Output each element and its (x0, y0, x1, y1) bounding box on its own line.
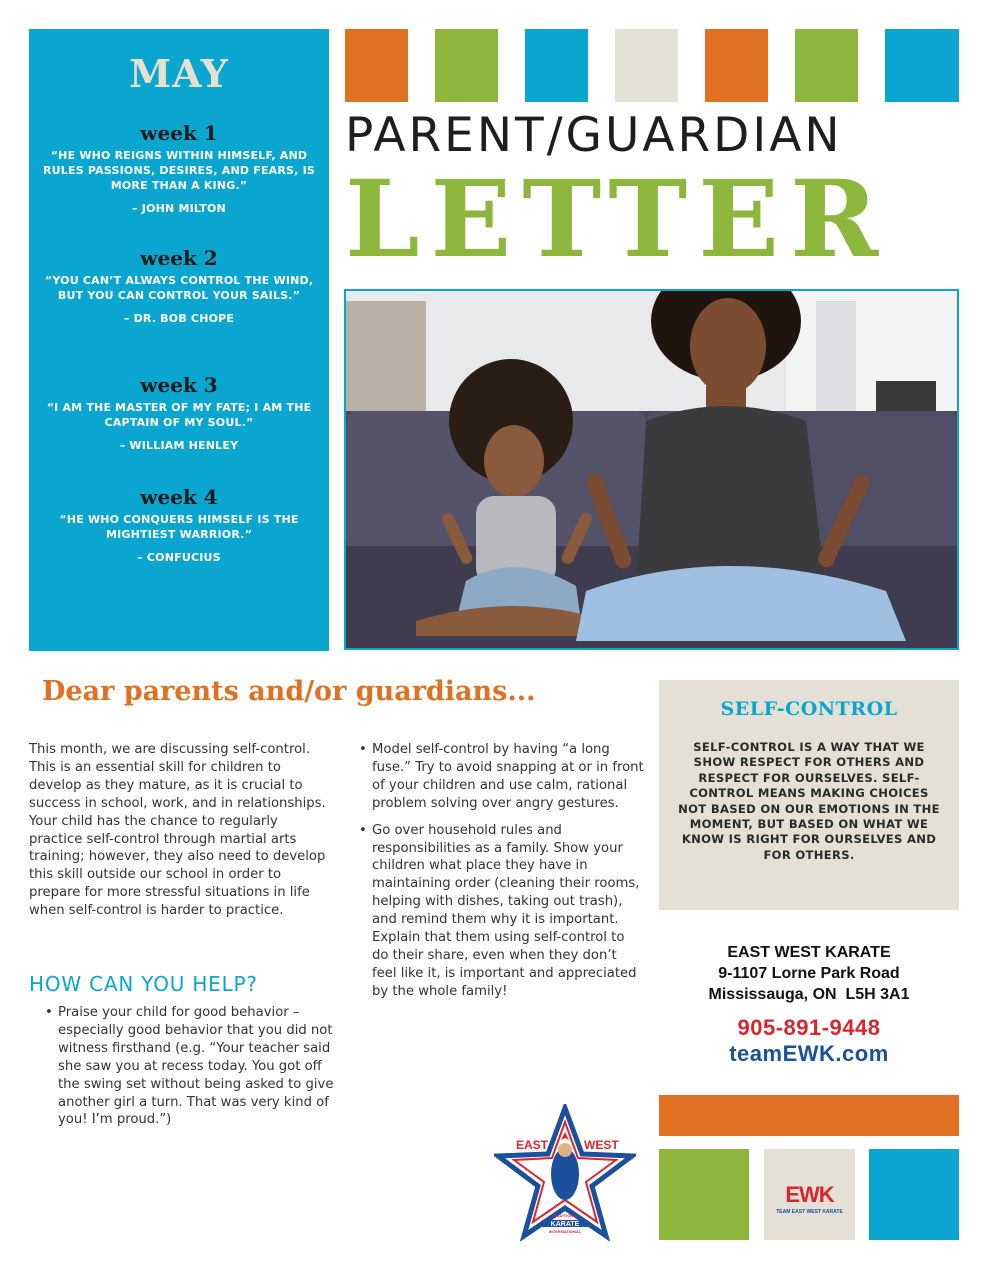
week-author: – DR. BOB CHOPE (123, 312, 235, 325)
week-author: – CONFUCIUS (137, 551, 221, 564)
decor-block-green (659, 1149, 749, 1240)
logo-text-international: INTERNATIONAL (548, 1229, 582, 1234)
logo-text-karate: KARATE (550, 1221, 580, 1228)
decor-square-orange (705, 29, 768, 102)
week-title: week 2 (140, 246, 218, 270)
help-list-middle (356, 741, 644, 1010)
meditation-photo (344, 289, 959, 650)
address-line-1: 9-1107 Lorne Park Road (718, 965, 900, 982)
help-list-left (42, 1004, 342, 1138)
intro-paragraph: This month, we are discussing self-control. This is an essential skill for children to develop as they mature, as it is crucial to success in school, work, and in relationships. Your child has the chance to regularly practice self-control through martial arts training; however, they also need to develop this skill outside our school in order to prepare for more stressful situations in life when self-control is harder to practice. (29, 742, 326, 919)
phone-number[interactable]: 905-891-9448 (737, 1015, 881, 1040)
decor-block-blue (869, 1149, 959, 1240)
week-2-block (39, 246, 319, 325)
month-title: MAY (129, 51, 229, 96)
school-name: EAST WEST KARATE (727, 944, 891, 961)
list-item: • Model self-control by having “a long fuse.” Try to avoid snapping at or in front of your children and use calm, rational problem solving over angry gestures. (356, 741, 644, 813)
page-title-line1: PARENT/GUARDIAN (345, 108, 843, 163)
week-4-block (39, 485, 319, 564)
monthly-quotes-panel (29, 29, 329, 651)
week-title: week 4 (140, 485, 218, 509)
decor-square-blue (525, 29, 588, 102)
decor-square-green (795, 29, 858, 102)
decor-square-blue (885, 29, 959, 102)
decor-square-green (435, 29, 498, 102)
decor-bar-orange (659, 1095, 959, 1136)
week-1-block (39, 121, 319, 215)
help-heading: HOW CAN YOU HELP? (29, 972, 258, 996)
logo-text-west: WEST (584, 1138, 619, 1152)
week-author: – WILLIAM HENLEY (119, 439, 239, 452)
week-title: week 1 (140, 121, 218, 145)
week-3-block (39, 373, 319, 452)
address-line-2: Mississauga, ON L5H 3A1 (708, 986, 910, 1003)
week-quote: “HE WHO REIGNS WITHIN HIMSELF, AND RULES PASSIONS, DESIRES, AND FEARS, IS MORE THAN A KING.” (43, 149, 315, 192)
ewk-logo-text: EWK (785, 1182, 834, 1207)
self-control-title: SELF-CONTROL (720, 698, 898, 720)
week-quote: “HE WHO CONQUERS HIMSELF IS THE MIGHTIEST WARRIOR.” (59, 513, 299, 541)
self-control-text: SELF-CONTROL IS A WAY THAT WE SHOW RESPECT FOR OTHERS AND RESPECT FOR OURSELVES. SELF-CONTROL MEANS MAKING CHOICES NOT BASED ON OUR EMOTIONS IN THE MOMENT, BUT BASED ON WHAT WE KNOW IS RIGHT FOR OURSELVES AND FOR OTHERS. (678, 740, 940, 862)
logo-text-east: EAST (516, 1138, 549, 1152)
ewk-logo-tagline: TEAM EAST WEST KARATE (776, 1209, 843, 1215)
logo-text-traditional: TRADITIONAL (551, 1213, 579, 1218)
decor-square-orange (345, 29, 408, 102)
contact-block (659, 942, 959, 1067)
decor-square-beige (615, 29, 678, 102)
letter-greeting: Dear parents and/or guardians... (42, 676, 536, 707)
week-quote: “YOU CAN’T ALWAYS CONTROL THE WIND, BUT YOU CAN CONTROL YOUR SAILS.” (44, 274, 314, 302)
website-link[interactable]: teamEWK.com (729, 1041, 889, 1066)
east-west-karate-star-logo (494, 1104, 636, 1244)
week-author: – JOHN MILTON (132, 202, 226, 215)
week-title: week 3 (140, 373, 218, 397)
page-title-line2: LETTER (345, 156, 890, 281)
list-item: • Praise your child for good behavior – especially good behavior that you did not witness firsthand (e.g. “Your teacher said she saw you at recess today. You got off the swing set without being asked to give another girl a turn. That was very kind of you! I’m proud.”) (42, 1004, 342, 1129)
list-item: • Go over household rules and responsibilities as a family. Show your children what place they have in maintaining order (cleaning their rooms, helping with dishes, taking out trash), and remind them why it is important. Explain that them using self-control to do their share, even when they don’t feel like it, is important and appreciated by the whole family! (356, 822, 644, 1001)
ewk-logo (764, 1149, 855, 1240)
week-quote: “I AM THE MASTER OF MY FATE; I AM THE CAPTAIN OF MY SOUL.” (46, 401, 312, 429)
self-control-definition-box (659, 680, 959, 910)
